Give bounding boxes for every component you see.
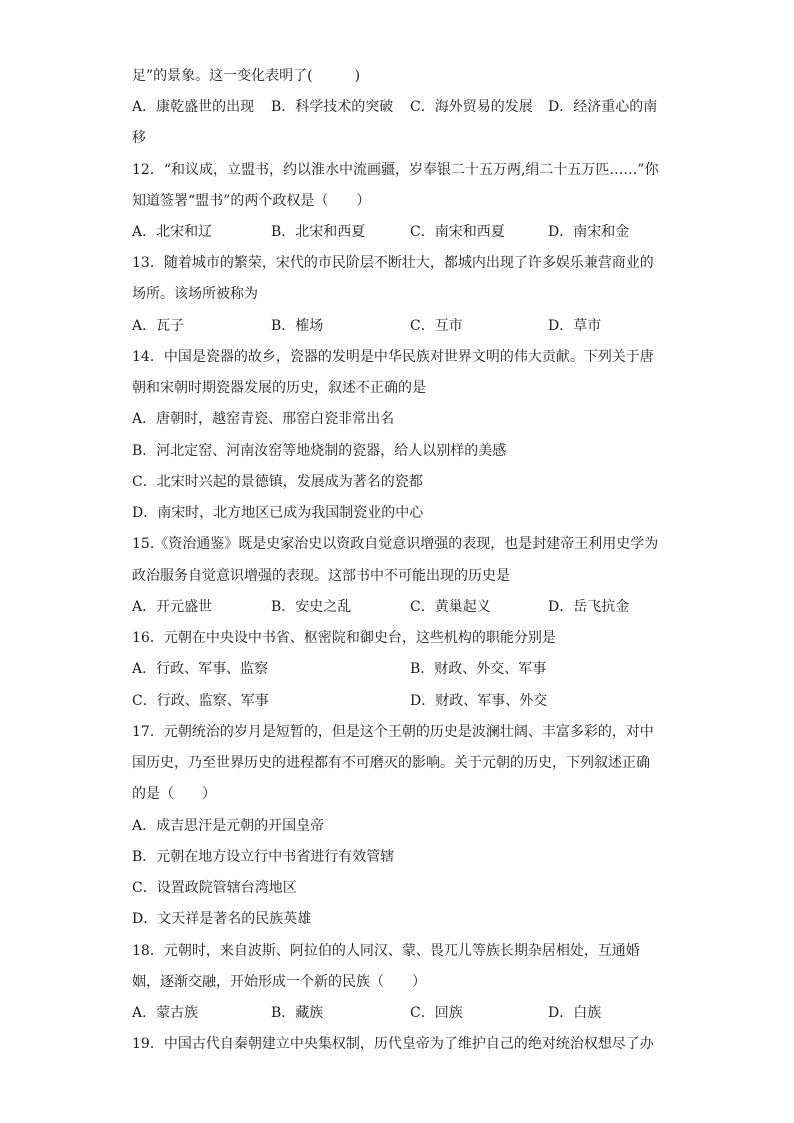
q15-stem-line2: 政治服务自觉意识增强的表现。这部书中不可能出现的历史是 [132, 568, 510, 584]
q18-option-b[interactable]: B．藏族 [271, 1005, 324, 1021]
q16-option-a[interactable]: A．行政、军事、监察 [132, 661, 269, 677]
q12-option-a[interactable]: A．北宋和辽 [132, 224, 213, 240]
q12-option-b[interactable]: B．北宋和西夏 [271, 224, 366, 240]
q14-option-c[interactable]: C．北宋时兴起的景德镇，发展成为著名的瓷都 [132, 474, 423, 490]
q11-stem-tail: 足”的景象。这一变化表明了( ) [132, 68, 361, 84]
q14-option-d[interactable]: D．南宋时，北方地区已成为我国制瓷业的中心 [132, 505, 424, 521]
q18-option-d[interactable]: D．白族 [548, 1005, 602, 1021]
q16-option-d[interactable]: D．财政、军事、外交 [410, 693, 548, 709]
q15-option-b[interactable]: B．安史之乱 [271, 599, 352, 615]
q15-stem-line1: 15.《资治通鉴》既是史家治史以资政自觉意识增强的表现，也是封建帝王利用史学为 [132, 536, 659, 552]
q13-option-c[interactable]: C．互市 [410, 318, 463, 334]
q18-stem-line1: 18．元朝时，来自波斯、阿拉伯的人同汉、蒙、畏兀儿等族长期杂居相处，互通婚 [132, 943, 640, 959]
q11-option-a[interactable]: A．康乾盛世的出现 [132, 99, 255, 115]
q16-stem-line1: 16．元朝在中央设中书省、枢密院和御史台，这些机构的职能分别是 [132, 630, 556, 646]
q17-option-b[interactable]: B．元朝在地方设立行中书省进行有效管辖 [132, 849, 395, 865]
q14-stem-line1: 14．中国是瓷器的故乡，瓷器的发明是中华民族对世界文明的伟大贡献。下列关于唐 [132, 349, 654, 365]
q18-option-c[interactable]: C．回族 [410, 1005, 463, 1021]
q12-option-c[interactable]: C．南宋和西夏 [410, 224, 505, 240]
q13-option-a[interactable]: A．瓦子 [132, 318, 185, 334]
q12-stem-line2: 知道签署“盟书”的两个政权是（ ） [132, 193, 371, 209]
q18-stem-line2: 姻，逐渐交融，开始形成一个新的民族（ ） [132, 974, 426, 990]
q16-option-c[interactable]: C．行政、监察、军事 [132, 693, 269, 709]
q15-option-a[interactable]: A．开元盛世 [132, 599, 213, 615]
q11-option-d-wrap: 移 [132, 130, 146, 146]
q16-option-b[interactable]: B．财政、外交、军事 [410, 661, 547, 677]
q19-stem-line1: 19．中国古代自秦朝建立中央集权制，历代皇帝为了维护自己的绝对统治权想尽了办 [132, 1036, 654, 1052]
q18-option-a[interactable]: A．蒙古族 [132, 1005, 199, 1021]
q17-option-d[interactable]: D．文天祥是著名的民族英雄 [132, 911, 312, 927]
q14-stem-line2: 朝和宋朝时期瓷器发展的历史，叙述不正确的是 [132, 380, 426, 396]
q15-option-d[interactable]: D．岳飞抗金 [548, 599, 630, 615]
q14-option-a[interactable]: A．唐朝时，越窑青瓷、邢窑白瓷非常出名 [132, 411, 395, 427]
q11-option-c[interactable]: C．海外贸易的发展 [410, 99, 533, 115]
q15-option-c[interactable]: C．黄巢起义 [410, 599, 491, 615]
q14-option-b[interactable]: B．河北定窑、河南汝窑等地烧制的瓷器，给人以别样的美感 [132, 443, 507, 459]
q13-option-b[interactable]: B．榷场 [271, 318, 324, 334]
q17-stem-line2: 国历史，乃至世界历史的进程都有不可磨灭的影响。关于元朝的历史，下列叙述正确 [132, 755, 650, 771]
q17-stem-line1: 17．元朝统治的岁月是短暂的，但是这个王朝的历史是波澜壮阔、丰富多彩的，对中 [132, 724, 654, 740]
q13-stem-line2: 场所。该场所被称为 [132, 286, 258, 302]
q17-option-a[interactable]: A．成吉思汗是元朝的开国皇帝 [132, 818, 325, 834]
q17-option-c[interactable]: C．设置政院管辖台湾地区 [132, 880, 297, 896]
q12-option-d[interactable]: D．南宋和金 [548, 224, 630, 240]
q13-option-d[interactable]: D．草市 [548, 318, 602, 334]
q13-stem-line1: 13．随着城市的繁荣，宋代的市民阶层不断壮大，都城内出现了许多娱乐兼营商业的 [132, 255, 654, 271]
q11-option-d[interactable]: D．经济重心的南 [548, 99, 658, 115]
q11-option-b[interactable]: B．科学技术的突破 [271, 99, 394, 115]
q17-stem-line3: 的是（ ） [132, 786, 216, 802]
q12-stem-line1: 12．“和议成，立盟书，约以淮水中流画疆，岁奉银二十五万两,绢二十五万匹……”你 [132, 162, 659, 178]
